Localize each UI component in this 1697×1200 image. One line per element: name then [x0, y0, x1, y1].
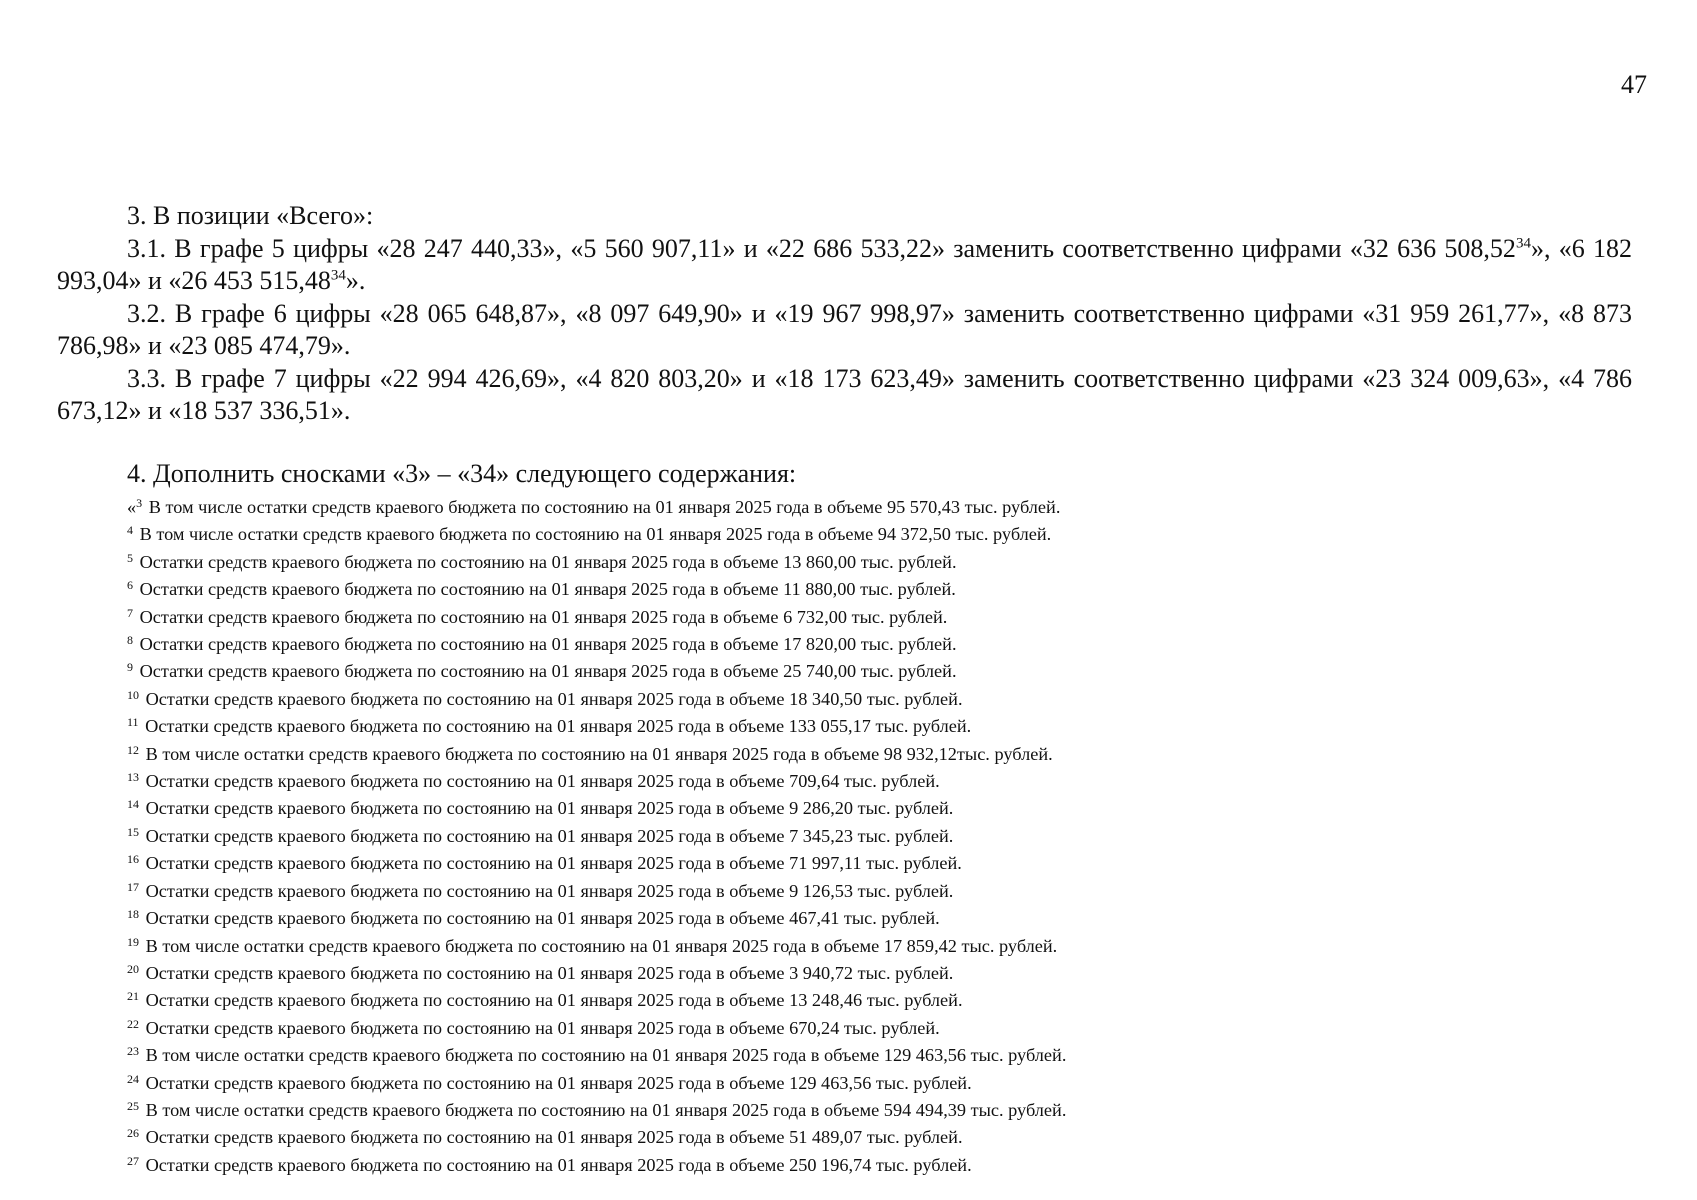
footnote-text: Остатки средств краевого бюджета по состоянию на 01 января 2025 года в объеме 467,41 тыс. рублей.	[141, 908, 940, 929]
footnote-text: Остатки средств краевого бюджета по состоянию на 01 января 2025 года в объеме 71 997,11 тыс. рублей.	[141, 853, 962, 874]
footnote-item	[127, 793, 1632, 820]
footnote-text: В том числе остатки средств краевого бюджета по состоянию на 01 января 2025 года в объеме 594 494,39 тыс. рублей.	[141, 1099, 1067, 1120]
footnote-item	[127, 958, 1632, 985]
footnote-item	[127, 1122, 1632, 1149]
footnote-number: 13	[127, 770, 139, 785]
section-3-title: 3. В позиции «Всего»:	[127, 201, 374, 230]
footnote-number: 23	[127, 1044, 139, 1059]
item-1-text-c: ».	[345, 266, 366, 295]
footnote-text: Остатки средств краевого бюджета по состоянию на 01 января 2025 года в объеме 17 820,00 тыс. рублей.	[135, 634, 957, 655]
footnote-text: Остатки средств краевого бюджета по состоянию на 01 января 2025 года в объеме 133 055,17 тыс. рублей.	[140, 716, 972, 737]
footnote-item	[127, 519, 1632, 546]
footnote-number: 3	[136, 496, 143, 510]
footnote-item	[127, 1150, 1632, 1177]
footnote-item	[127, 848, 1632, 875]
footnote-number: 26	[127, 1126, 139, 1141]
footnote-number: 20	[127, 961, 139, 976]
footnote-text: В том числе остатки средств краевого бюджета по состоянию на 01 января 2025 года в объеме 17 859,42 тыс. рублей.	[141, 935, 1058, 956]
footnote-quote: «	[127, 497, 137, 517]
footnote-number: 21	[127, 989, 139, 1004]
footnote-number: 14	[127, 797, 139, 812]
footnote-number: 9	[127, 660, 133, 675]
section-3-item-1	[57, 233, 1632, 298]
footnote-number: 18	[127, 907, 139, 922]
footnote-number: 22	[127, 1016, 139, 1031]
footnote-item	[127, 1068, 1632, 1095]
footnote-number: 11	[127, 715, 139, 730]
footnote-text: Остатки средств краевого бюджета по состоянию на 01 января 2025 года в объеме 7 345,23 тыс. рублей.	[141, 825, 954, 846]
footnote-ref-34: 34	[1515, 234, 1531, 251]
footnote-item	[127, 1095, 1632, 1122]
footnote-text: Остатки средств краевого бюджета по состоянию на 01 января 2025 года в объеме 18 340,50 тыс. рублей.	[141, 688, 963, 709]
footnote-item	[127, 656, 1632, 683]
footnote-number: 7	[127, 605, 133, 620]
footnote-text: Остатки средств краевого бюджета по состоянию на 01 января 2025 года в объеме 709,64 тыс. рублей.	[141, 771, 940, 792]
footnote-number: 19	[127, 934, 139, 949]
footnote-item	[127, 931, 1632, 958]
footnote-text: Остатки средств краевого бюджета по состоянию на 01 января 2025 года в объеме 6 732,00 тыс. рублей.	[135, 606, 948, 627]
footnote-number: 12	[127, 742, 139, 757]
footnote-text: В том числе остатки средств краевого бюджета по состоянию на 01 января 2025 года в объеме 129 463,56 тыс. рублей.	[141, 1045, 1067, 1066]
footnote-item	[127, 629, 1632, 656]
footnote-item	[127, 711, 1632, 738]
footnote-text: Остатки средств краевого бюджета по состоянию на 01 января 2025 года в объеме 13 860,00 тыс. рублей.	[135, 551, 957, 572]
footnote-text: В том числе остатки средств краевого бюджета по состоянию на 01 января 2025 года в объеме 95 570,43 тыс. рублей.	[144, 497, 1061, 517]
footnote-text: Остатки средств краевого бюджета по состоянию на 01 января 2025 года в объеме 13 248,46 тыс. рублей.	[141, 990, 963, 1011]
footnote-item	[127, 547, 1632, 574]
footnote-text: Остатки средств краевого бюджета по состоянию на 01 января 2025 года в объеме 25 740,00 тыс. рублей.	[135, 661, 957, 682]
footnote-item	[127, 602, 1632, 629]
footnote-item	[127, 766, 1632, 793]
footnote-number: 16	[127, 852, 139, 867]
footnote-number: 15	[127, 824, 139, 839]
footnote-item	[127, 492, 1632, 519]
section-4-title: 4. Дополнить сносками «3» – «34» следующего содержания:	[127, 459, 797, 488]
footnote-item	[127, 739, 1632, 766]
section-3	[57, 200, 1632, 428]
footnote-item	[127, 903, 1632, 930]
footnote-list	[57, 492, 1632, 1177]
footnote-text: В том числе остатки средств краевого бюджета по состоянию на 01 января 2025 года в объеме 94 372,50 тыс. рублей.	[135, 524, 1052, 545]
footnote-item	[127, 985, 1632, 1012]
item-1-text-b: », «6 182 993,04» и «26 453 515,48	[57, 233, 1633, 295]
footnote-number: 10	[127, 687, 139, 702]
footnote-number: 24	[127, 1071, 139, 1086]
section-3-item-2: 3.2. В графе 6 цифры «28 065 648,87», «8 097 649,90» и «19 967 998,97» заменить соответственно цифрами «31 959 261,77», «8 873 786,98» и «23 085 474,79».	[57, 298, 1632, 360]
footnote-number: 4	[127, 523, 133, 538]
footnote-number: 6	[127, 578, 133, 593]
footnote-text: Остатки средств краевого бюджета по состоянию на 01 января 2025 года в объеме 9 126,53 тыс. рублей.	[141, 880, 954, 901]
footnote-text: Остатки средств краевого бюджета по состоянию на 01 января 2025 года в объеме 9 286,20 тыс. рублей.	[141, 798, 954, 819]
footnote-item	[127, 821, 1632, 848]
footnote-item	[127, 1013, 1632, 1040]
section-3-item-3: 3.3. В графе 7 цифры «22 994 426,69», «4 820 803,20» и «18 173 623,49» заменить соответственно цифрами «23 324 009,63», «4 786 673,12» и «18 537 336,51».	[57, 363, 1632, 425]
footnote-item	[127, 1040, 1632, 1067]
section-4	[57, 458, 1632, 1177]
footnote-item	[127, 684, 1632, 711]
footnote-text: Остатки средств краевого бюджета по состоянию на 01 января 2025 года в объеме 11 880,00 тыс. рублей.	[135, 579, 956, 600]
item-1-text-a: 3.1. В графе 5 цифры «28 247 440,33», «5 560 907,11» и «22 686 533,22» заменить соответственно цифрами «32 636 508,52	[127, 233, 1516, 263]
footnote-text: Остатки средств краевого бюджета по состоянию на 01 января 2025 года в объеме 250 196,74 тыс. рублей.	[141, 1154, 972, 1175]
footnote-text: В том числе остатки средств краевого бюджета по состоянию на 01 января 2025 года в объеме 98 932,12тыс. рублей.	[141, 743, 1053, 764]
footnote-text: Остатки средств краевого бюджета по состоянию на 01 января 2025 года в объеме 670,24 тыс. рублей.	[141, 1017, 940, 1038]
footnote-text: Остатки средств краевого бюджета по состоянию на 01 января 2025 года в объеме 3 940,72 тыс. рублей.	[141, 962, 954, 983]
footnote-number: 27	[127, 1153, 139, 1168]
footnote-number: 8	[127, 633, 133, 648]
page-number: 47	[1621, 70, 1647, 99]
footnote-text: Остатки средств краевого бюджета по состоянию на 01 января 2025 года в объеме 51 489,07 тыс. рублей.	[141, 1127, 963, 1148]
footnote-ref-34: 34	[330, 267, 346, 284]
footnote-number: 17	[127, 879, 139, 894]
footnote-number: 5	[127, 550, 133, 565]
footnote-number: 25	[127, 1098, 139, 1113]
footnote-text: Остатки средств краевого бюджета по состоянию на 01 января 2025 года в объеме 129 463,56 тыс. рублей.	[141, 1072, 972, 1093]
footnote-item	[127, 876, 1632, 903]
footnote-item	[127, 574, 1632, 601]
